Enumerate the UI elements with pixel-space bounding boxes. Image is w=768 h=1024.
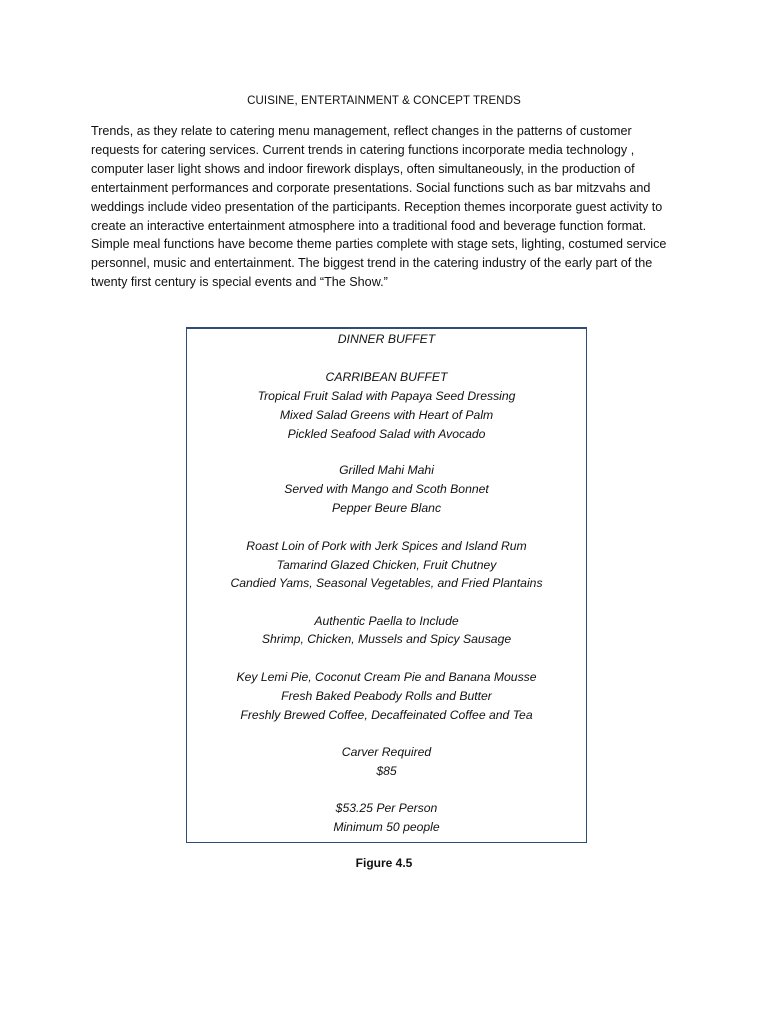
paragraph-line: computer laser light shows and indoor firework displays, often simultaneously, in the production of	[91, 161, 635, 176]
menu-item-dessert: Fresh Baked Peabody Rolls and Butter	[281, 689, 492, 703]
paragraph-line: weddings include video presentation of the participants. Reception themes incorporate guest activity to	[91, 199, 663, 214]
menu-item-salad: Tropical Fruit Salad with Papaya Seed Dressing	[257, 389, 516, 403]
menu-item-entree: Candied Yams, Seasonal Vegetables, and Fried Plantains	[230, 576, 543, 590]
paragraph-line: create an interactive entertainment atmosphere into a traditional food and beverage function format.	[91, 218, 647, 233]
menu-item-fish: Served with Mango and Scoth Bonnet	[284, 482, 489, 496]
paragraph-line: Simple meal functions have become theme parties complete with stage sets, lighting, costumed service	[91, 237, 667, 252]
menu-item-salad: Pickled Seafood Salad with Avocado	[287, 427, 486, 441]
menu-item-paella: Authentic Paella to Include	[314, 614, 459, 628]
carver-note: Carver Required	[341, 745, 432, 759]
menu-item-salad: Mixed Salad Greens with Heart of Palm	[279, 408, 494, 422]
minimum-guests: Minimum 50 people	[333, 820, 440, 834]
paragraph-line: entertainment performances and corporate presentations. Social functions such as bar mitzvahs and	[91, 180, 651, 195]
menu-item-paella: Shrimp, Chicken, Mussels and Spicy Sausage	[261, 632, 512, 646]
menu-item-fish: Grilled Mahi Mahi	[339, 463, 434, 477]
paragraph-line: Trends, as they relate to catering menu management, reflect changes in the patterns of customer	[91, 124, 632, 138]
paragraph-line: twenty first century is special events and “The Show.”	[91, 275, 388, 290]
menu-item-fish: Pepper Beure Blanc	[331, 501, 442, 515]
dinner-buffet-menu-box	[186, 327, 587, 843]
per-person-price: $53.25 Per Person	[335, 801, 438, 815]
carver-price: $85	[376, 764, 397, 778]
menu-item-dessert: Freshly Brewed Coffee, Decaffeinated Coffee and Tea	[240, 708, 533, 722]
buffet-name: CARRIBEAN BUFFET	[325, 370, 448, 384]
paragraph-line: requests for catering services. Current trends in catering functions incorporate media technology ,	[91, 142, 635, 157]
trends-paragraph	[91, 122, 681, 292]
menu-item-entree: Tamarind Glazed Chicken, Fruit Chutney	[276, 558, 497, 572]
menu-title: DINNER BUFFET	[337, 332, 436, 346]
menu-item-dessert: Key Lemi Pie, Coconut Cream Pie and Banana Mousse	[236, 670, 537, 684]
figure-caption: Figure 4.5	[355, 856, 413, 870]
section-heading: CUISINE, ENTERTAINMENT & CONCEPT TRENDS	[247, 95, 521, 107]
paragraph-line: personnel, music and entertainment. The biggest trend in the catering industry of the early part of the	[91, 256, 653, 271]
menu-item-entree: Roast Loin of Pork with Jerk Spices and Island Rum	[246, 539, 527, 553]
